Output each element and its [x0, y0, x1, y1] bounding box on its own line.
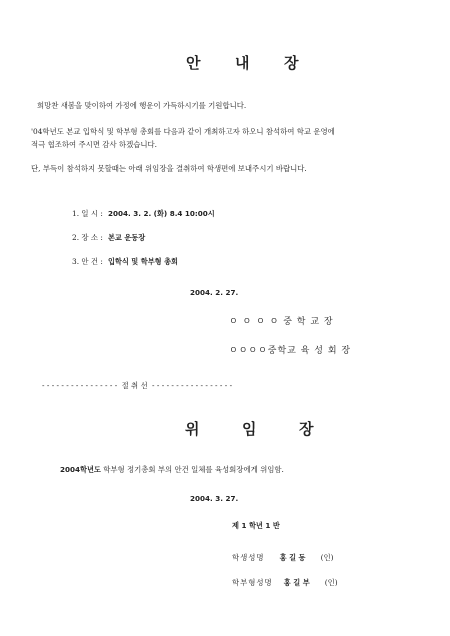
proxy-title: [185, 418, 315, 439]
agenda-label: 3. 안 건 :: [72, 257, 103, 266]
student-label: 학생성명: [232, 553, 265, 562]
agenda-value: 2004. 3. 2. (화) 8.4 10:00시: [107, 209, 215, 218]
agenda-label: 1. 일 시 :: [72, 209, 103, 218]
class-line: 제 1 학년 1 반: [232, 521, 280, 530]
notice-title-char: 안: [186, 54, 203, 72]
proxy-title-char: 장: [298, 420, 316, 438]
notice-body-line1: '04학년도 본교 입학식 및 학부형 총회를 다음과 같이 개최하고자 하오니 참석하여 학교 운영에: [31, 127, 335, 136]
greeting-text: 희망찬 새봄을 맞이하여 가정에 행운이 가득하시기를 기원합니다.: [37, 101, 247, 110]
proxy-statement-text: 학부형 정기총회 부의 안건 일체를 육성회장에게 위임함.: [100, 465, 284, 474]
agenda-label: 2. 장 소 :: [72, 233, 103, 242]
notice-title: [186, 52, 300, 73]
student-row: [232, 545, 334, 564]
parent-row: [232, 570, 338, 589]
notice-date: 2004. 2. 27.: [190, 288, 239, 297]
cut-line-dashes-right: - - - - - - - - - - - - - - - - -: [152, 381, 233, 390]
proxy-title-char: 위: [185, 420, 202, 438]
agenda-item: [72, 225, 145, 244]
proxy-statement-year: 2004학년도: [60, 465, 101, 474]
notice-body-line2: 적극 협조하여 주시면 감사 하겠습니다.: [31, 140, 157, 149]
student-seal: (인): [320, 553, 334, 562]
agenda-item: [72, 201, 215, 220]
notice-title-char: 내: [234, 54, 252, 72]
parent-name: 홍 길 부: [283, 578, 310, 587]
signer-pta-president: ㅇㅇㅇㅇ중학교 육 성 회 장: [229, 346, 352, 356]
agenda-value: 본교 운동장: [107, 233, 146, 242]
student-name: 홍 길 동: [279, 553, 306, 562]
cut-line-dashes-left: - - - - - - - - - - - - - - - -: [42, 381, 118, 390]
proxy-date: 2004. 3. 27.: [190, 494, 239, 503]
parent-seal: (인): [324, 578, 338, 587]
proxy-statement: [60, 457, 284, 476]
signer-principal: ㅇ ㅇ ㅇ ㅇ 중 학 교 장: [229, 317, 334, 327]
notice-note: 단, 부득이 참석하지 못할때는 아래 위임장을 결취하여 학생편에 보내주시기 바랍니다.: [31, 164, 307, 173]
cut-line-label: 절 취 선: [121, 381, 148, 390]
agenda-value: 입학식 및 학부형 총회: [107, 257, 178, 266]
parent-label: 학부형성명: [232, 578, 273, 587]
notice-title-char: 장: [283, 54, 301, 72]
cut-line: [42, 380, 232, 391]
proxy-title-char: 임: [241, 420, 259, 438]
agenda-item: [72, 249, 178, 268]
